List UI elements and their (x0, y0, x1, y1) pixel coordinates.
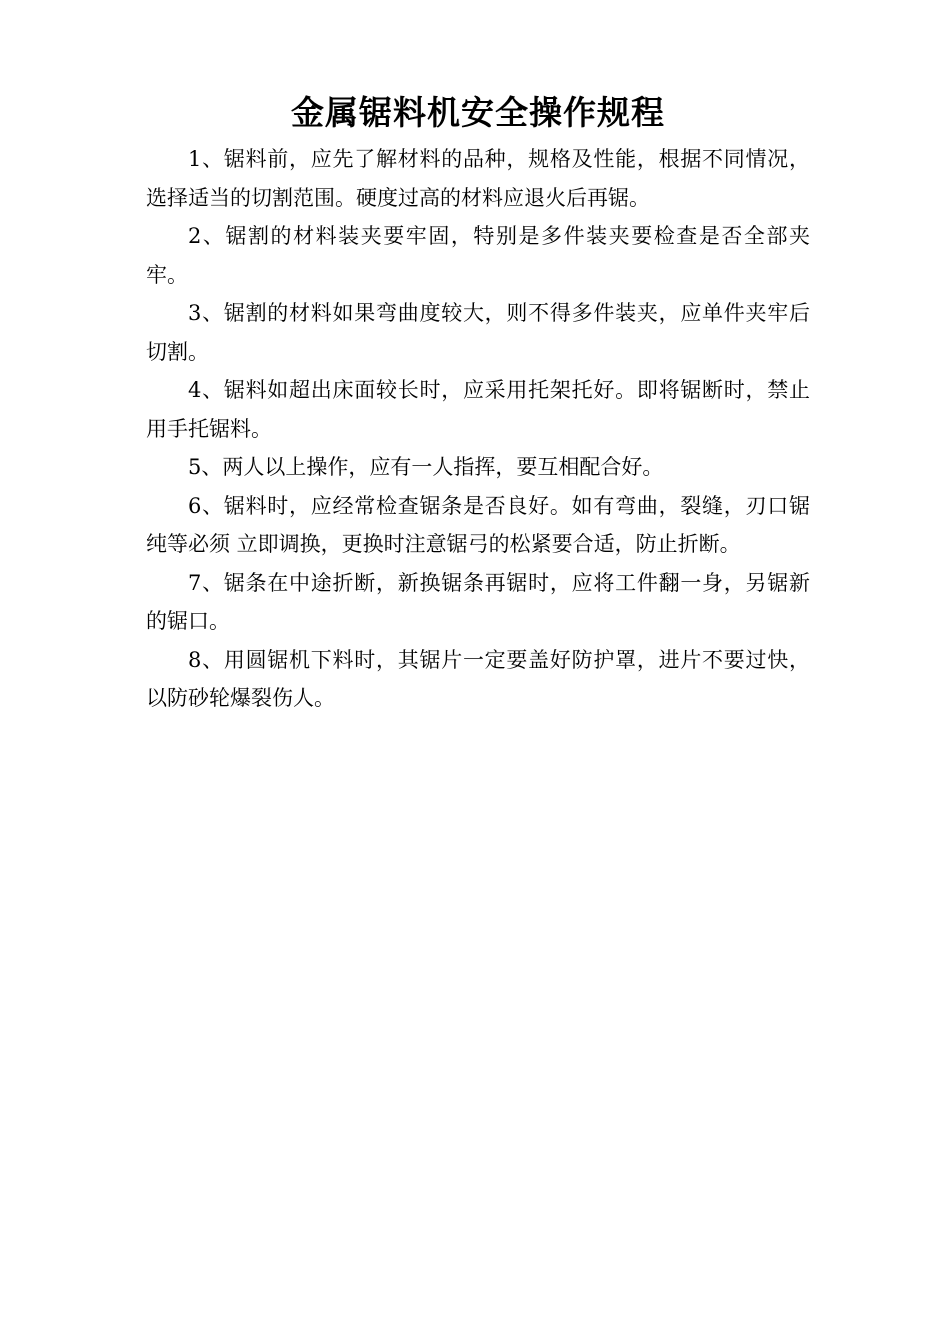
document-page (146, 88, 810, 718)
clause-8: 8、用圆锯机下料时，其锯片一定要盖好防护罩，进片不要过快，以防砂轮爆裂伤人。 (146, 647, 810, 710)
clause-6: 6、锯料时，应经常检查锯条是否良好。如有弯曲，裂缝，刃口锯纯等必须 立即调换，更换时注意锯弓的松紧要合适，防止折断。 (146, 493, 810, 556)
clause-7: 7、锯条在中途折断，新换锯条再锯时，应将工件翻一身，另锯新的锯口。 (146, 570, 810, 633)
document-title: 金属锯料机安全操作规程 (291, 93, 665, 132)
clause-1: 1、锯料前，应先了解材料的品种，规格及性能，根据不同情况，选择适当的切割范围。硬度过高的材料应退火后再锯。 (146, 147, 810, 210)
clause-4: 4、锯料如超出床面较长时，应采用托架托好。即将锯断时，禁止用手托锯料。 (146, 378, 810, 441)
clause-list (146, 140, 810, 718)
clause-3: 3、锯割的材料如果弯曲度较大，则不得多件装夹，应单件夹牢后切割。 (146, 301, 810, 364)
clause-5: 5、两人以上操作，应有一人指挥，要互相配合好。 (188, 455, 664, 479)
clause-2: 2、锯割的材料装夹要牢固，特别是多件装夹要检查是否全部夹牢。 (146, 224, 810, 287)
